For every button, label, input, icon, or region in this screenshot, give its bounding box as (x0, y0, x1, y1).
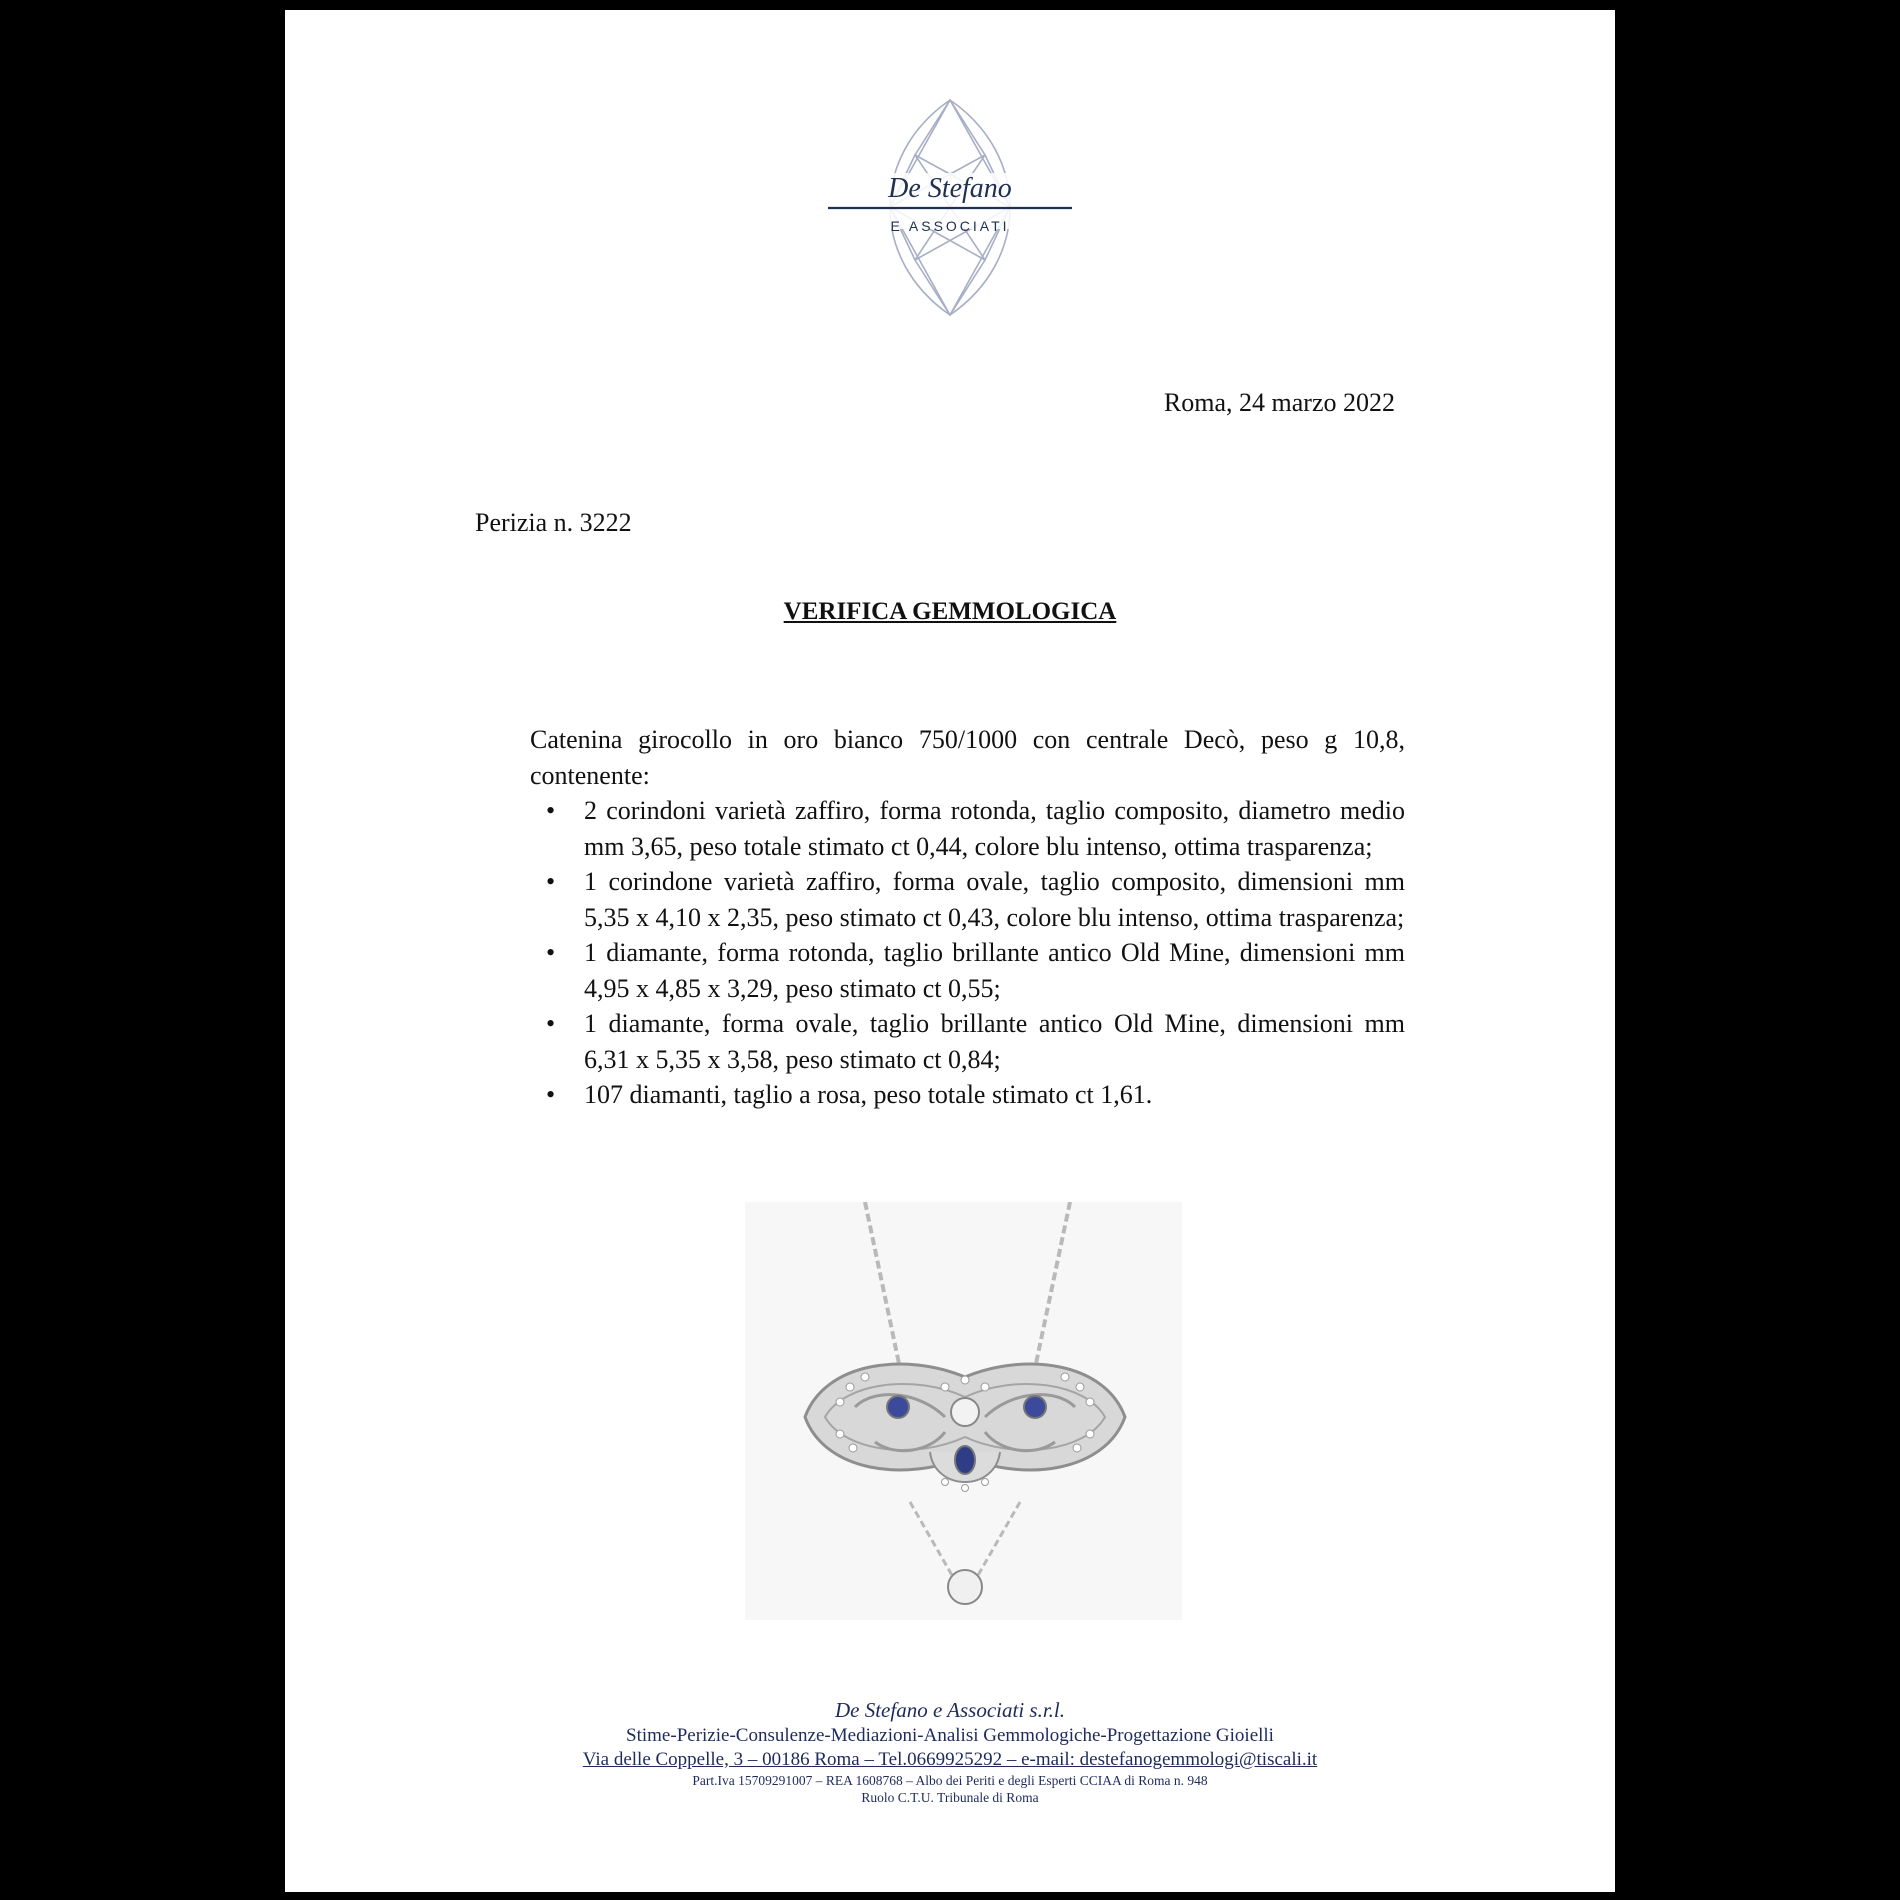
gem-list-item (530, 793, 1405, 864)
footer-court: Ruolo C.T.U. Tribunale di Roma (861, 1790, 1039, 1805)
gem-list-item-text: 1 corindone varietà zaffiro, forma ovale, taglio composito, dimensioni mm 5,35 x 4,10 x 2,35, peso stimato ct 0,43, colore blu intenso, ottima trasparenza; (584, 867, 1405, 932)
gem-list-item-text: 107 diamanti, taglio a rosa, peso totale stimato ct 1,61. (584, 1080, 1153, 1109)
footer-registry: Part.Iva 15709291007 – REA 1608768 – Albo dei Periti e degli Esperti CCIAA di Roma n. 948 (692, 1773, 1208, 1788)
necklace-pendant-icon (745, 1202, 1182, 1620)
footer-address: Via delle Coppelle, 3 – 00186 Roma – Tel.0669925292 – e-mail: destefanogemmologi@tiscali.it (582, 1749, 1318, 1770)
gem-list-item-text: 2 corindoni varietà zaffiro, forma rotonda, taglio composito, diametro medio mm 3,65, peso totale stimato ct 0,44, colore blu intenso, ottima trasparenza; (584, 796, 1405, 861)
bullet-icon: • (546, 867, 556, 896)
letterhead-footer (285, 1696, 1615, 1806)
appraisal-number: Perizia n. 3222 (475, 508, 632, 537)
gem-list-item (530, 864, 1405, 935)
bullet-icon: • (546, 938, 556, 967)
item-intro: Catenina girocollo in oro bianco 750/1000 con centrale Decò, peso g 10,8, contenente: (530, 725, 1405, 790)
bullet-icon: • (546, 1009, 556, 1038)
document-date: Roma, 24 marzo 2022 (1163, 388, 1395, 417)
footer-company: De Stefano e Associati s.r.l. (834, 1698, 1065, 1722)
gem-list-item (530, 1077, 1405, 1113)
gem-list-item (530, 935, 1405, 1006)
logo-subtitle: E ASSOCIATI (890, 218, 1010, 234)
footer-services: Stime-Perizie-Consulenze-Mediazioni-Analisi Gemmologiche-Progettazione Gioielli (626, 1725, 1274, 1746)
bullet-icon: • (546, 796, 556, 825)
gem-list-item-text: 1 diamante, forma rotonda, taglio brillante antico Old Mine, dimensioni mm 4,95 x 4,85 x 3,29, peso stimato ct 0,55; (584, 938, 1405, 1003)
bullet-icon: • (546, 1080, 556, 1109)
appraisal-description (530, 722, 1405, 1113)
logo-name: De Stefano (888, 173, 1012, 204)
gem-list (530, 793, 1405, 1113)
marquise-diamond-logo-icon (820, 95, 1080, 320)
gem-list-item (530, 1006, 1405, 1077)
gem-list-item-text: 1 diamante, forma ovale, taglio brillante antico Old Mine, dimensioni mm 6,31 x 5,35 x 3,58, peso stimato ct 0,84; (584, 1009, 1405, 1074)
document-title: VERIFICA GEMMOLOGICA (783, 598, 1117, 625)
necklace-photo (745, 1202, 1182, 1620)
company-logo (820, 95, 1080, 320)
document-page (285, 10, 1615, 1892)
